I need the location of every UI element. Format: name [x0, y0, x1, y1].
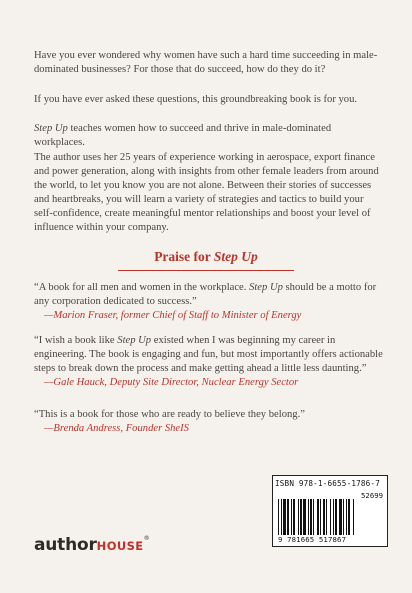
- barcode-stripe: [339, 499, 342, 535]
- barcode-stripe: [353, 499, 354, 535]
- praise-quote-2: [34, 334, 384, 390]
- quote-book-title: Step Up: [249, 282, 283, 293]
- barcode-stripe: [300, 499, 302, 535]
- barcode-stripe: [323, 499, 325, 535]
- barcode-stripe: [320, 499, 321, 535]
- blurb-paragraph-1: Have you ever wondered why women have such a hard time succeeding in male-dominated businesses? For those that do succeed, how do they do it?: [34, 50, 378, 75]
- blurb-paragraph-4: The author uses her 25 years of experience working in aerospace, export finance and power generation, along with insights from other female leaders from around the world, to let you know you are not alone. Between their stories of successes and heartbreaks, you will learn a variety of strategies and tactics to build your self-confidence, create meaningful mentor relationships and boost your level of influence within your company.: [34, 152, 379, 233]
- praise-heading: [0, 249, 412, 265]
- quote-attribution: —Marion Fraser, former Chief of Staff to Minister of Energy: [44, 310, 302, 321]
- quote-text: “I wish a book like: [34, 335, 118, 346]
- blurb-paragraph-3: [34, 122, 384, 150]
- quote-book-title: Step Up: [117, 335, 152, 346]
- barcode-number: 9 781665 517867: [278, 535, 347, 544]
- quote-text: “This is a book for those who are ready to believe they belong.”: [34, 409, 305, 420]
- logo-registered-mark: ®: [143, 535, 150, 542]
- barcode-stripe: [317, 499, 319, 535]
- praise-divider: [118, 270, 294, 271]
- praise-quote-1: [34, 281, 384, 323]
- barcode-stripe: [281, 499, 282, 535]
- blurb-paragraph-2: If you have ever asked these questions, this groundbreaking book is for you.: [34, 94, 358, 105]
- barcode-stripe: [343, 499, 344, 535]
- quote-text: “A book for all men and women in the workplace.: [34, 282, 250, 293]
- isbn-label: ISBN 978-1-6655-1786-7: [275, 479, 380, 488]
- quote-attribution: —Brenda Andress, Founder SheIS: [44, 423, 189, 434]
- price-code: 52699: [361, 491, 383, 500]
- barcode-stripe: [283, 499, 286, 535]
- barcode-stripe: [287, 499, 289, 535]
- praise-heading-prefix: Praise for: [154, 249, 214, 264]
- barcode-stripe: [335, 499, 337, 535]
- quote-text: should be a motto for any corporation dedicated to success.”: [34, 282, 377, 307]
- praise-quote-3: [34, 408, 384, 436]
- barcode-stripe: [313, 499, 314, 535]
- logo-house: HOUSE: [96, 539, 144, 553]
- barcode-stripe: [293, 499, 295, 535]
- barcode-stripe: [303, 499, 306, 535]
- barcode-stripe: [326, 499, 327, 535]
- blurb-paragraph-3-text: teaches women how to succeed and thrive in male-dominated workplaces.: [34, 123, 332, 148]
- isbn-barcode: [272, 475, 388, 547]
- praise-heading-title: Step Up: [213, 249, 258, 264]
- logo-author: author: [34, 535, 97, 555]
- book-title: Step Up: [34, 123, 68, 134]
- publisher-logo: [34, 535, 149, 555]
- barcode-stripe: [346, 499, 347, 535]
- barcode-stripe: [308, 499, 309, 535]
- barcode-stripe: [333, 499, 334, 535]
- quote-attribution: —Gale Hauck, Deputy Site Director, Nuclear Energy Sector: [44, 377, 299, 388]
- barcode-stripe: [348, 499, 350, 535]
- quote-text: existed when I was beginning my career in engineering. The book is engaging and fun, but most importantly offers actionable steps to break down the process and make getting ahead a little less daunting.”: [34, 335, 383, 374]
- barcode-stripe: [310, 499, 312, 535]
- barcode-stripe: [291, 499, 292, 535]
- barcode-stripe: [278, 499, 279, 535]
- barcode-bars: [278, 499, 382, 535]
- barcode-stripe: [330, 499, 331, 535]
- barcode-stripe: [298, 499, 299, 535]
